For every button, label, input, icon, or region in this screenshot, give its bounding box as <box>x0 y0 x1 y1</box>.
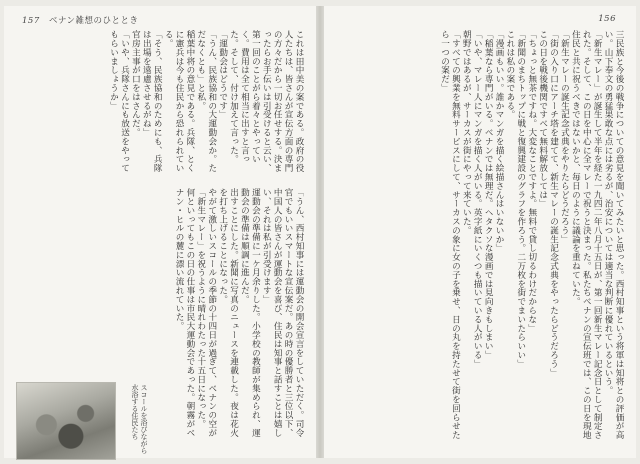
paragraph: 「新生マレーの誕生記念式典をやりたらどうだろう」 <box>559 30 570 244</box>
bathing-photo <box>16 382 116 460</box>
paragraph: 三民族と今後の戦争についての意見を聞いてみたいと思った。西村知事という将軍は知将との評価が高い。山下奉文の勇猛果敢な点には劣るが、治安については適当な判断に優れているという。 <box>603 30 624 440</box>
left-upper-text <box>14 30 304 178</box>
right-body-text <box>334 30 624 442</box>
paragraph: これは私の案である。 <box>504 30 515 119</box>
paragraph: 出すことにした。新聞に写真のニュースを連載した。夜は花火を打ち上げることになった。 <box>217 188 239 438</box>
left-running-title: ベナン雑想のひととき <box>48 16 139 26</box>
paragraph: 稲葉中将の意見である。兵隊、とくに憲兵は今も住民から恐れられている。 <box>163 30 195 173</box>
book-gutter <box>316 6 324 458</box>
photo-caption: スコールを浴びながら水浴する住民たち <box>131 384 148 454</box>
paragraph: 「いや、兵隊さんにも放送をやってもらいましょうか」 <box>108 30 130 173</box>
paragraph: 「そう、民族協和のためにも、兵隊は出場を遠慮させるがね」 <box>141 30 163 173</box>
paragraph: 「うん、民族協和の大運動会か。ただなくとも」と私。 <box>195 30 217 173</box>
paragraph: 「街の入り口にアーチ塔を建てて、新生マレーの誕生記念式典をやったらどうだろう」 <box>548 30 559 378</box>
right-page <box>324 6 636 458</box>
paragraph: 「すべての興業を無料サービスにして、サーカスの象に女の子を乗せ、日の丸を持たせて街を回らせたら一つの案だ」 <box>439 30 461 440</box>
paragraph: この日を戦後機関ですべて無料解放しては」 <box>537 30 548 208</box>
paragraph: 「いや、マレー人にマンガを描く人がいる。英字紙にいくつも描いている人がいる」 <box>472 30 483 369</box>
left-page <box>4 6 316 458</box>
paragraph: 「稲葉なら専門がいる。ベナンでは無理だ。ヘタクソな漫画では見向きもしまい」 <box>483 30 494 360</box>
left-page-number: 157 <box>22 16 40 26</box>
left-running-head <box>22 14 139 26</box>
paragraph: 運動会の準備に一ケ月余りした。小学校の教師が集められ、運動会の準備は順調に進んだ。 <box>239 188 261 438</box>
paragraph: 「うん、西村知事には運動会の開会宣言をしていただく。司令官でもいいスマートな宣伝案だ。あの時の優勝者と三位以下、中国人の皆さんが運動会を喜び、住民は知事と話すことは嬉しい、それは私が引受けます」 <box>261 188 304 438</box>
paragraph: 「運動会はどうです」 <box>217 30 228 119</box>
paragraph: 「ちょっと無茶ですね。大変なことですよ。無料で貸し切るわけだからな」 <box>526 30 537 333</box>
right-running-head <box>598 14 622 24</box>
paragraph: 「新聞のまちトップに戦と復興建設のグラフを作ろう。二万枚を街でまいたらいい」 <box>515 30 526 369</box>
right-page-number: 156 <box>598 14 616 24</box>
paragraph: 官房主事が口をはさんだ。 <box>130 30 141 137</box>
paragraph: これは田中美の案である。政府の役人たちは、皆さんが宣伝方面の専門の方々だから一切お任せする。決まったらお手伝いは引受けると云い、第一回のことがら着々とやっていく。費用は全て相当に出すと言った。そして、付け加えて言った。 <box>228 30 304 173</box>
paragraph: やがて激しいスコールの季節の十四日が過ぎて、ベナンの空が「新生マレー」を祝うように晴れわたった十五日になった。 <box>195 188 217 438</box>
paragraph: 「漫画もいい。誰かマンガを描く絵描さんはいないか」 <box>494 30 505 253</box>
paragraph: 何といってもこの日の仕事は市民大運動会であった。朝霧がベナン・ヒルの麓に漂い流れていた。 <box>174 188 195 438</box>
paragraph: 「新生マレー」が誕生して半年を経た一九四二年八月十五日が、第一回新生マレー記念日として制定された。そして、この日を中心に全マレーで祝うと決まった。私たちベナンの宣伝班では、この日を現地住民と共に祝うべきではないかと、毎日のように議論を重ねていた。 <box>570 30 603 440</box>
paragraph: 朝野ではあるが、サーカスが街にやって来ていた。 <box>461 30 472 235</box>
